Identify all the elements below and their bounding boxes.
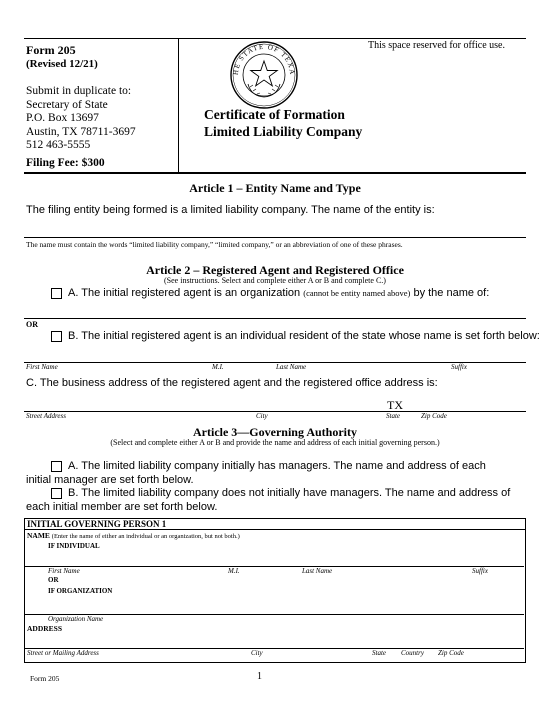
registered-address-line[interactable] [24, 411, 526, 412]
header-divider [178, 38, 179, 172]
filing-fee: Filing Fee: $300 [26, 157, 105, 169]
gp-label-org-name: Organization Name [48, 615, 104, 623]
form-title-line2: Limited Liability Company [204, 124, 363, 139]
gp-label-last-name: Last Name [302, 567, 333, 575]
label-last-name: Last Name [276, 363, 307, 371]
article3-heading: Article 3—Governing Authority [193, 425, 357, 439]
gp-label-zip: Zip Code [438, 649, 464, 657]
submit-line: Austin, TX 78711-3697 [26, 125, 136, 138]
gp-label-street: Street or Mailing Address [27, 649, 99, 657]
article3-instructions: (Select and complete either A or B and provide the name and address of each initial governing person.) [110, 438, 440, 447]
form-title [204, 106, 362, 140]
option-b-text: B. The initial registered agent is an individual resident of the state whose name is set forth below: [68, 330, 540, 342]
gp-label-city: City [251, 649, 263, 657]
header-bottom-border [24, 172, 526, 174]
gp-if-individual: IF INDIVIDUAL [48, 542, 100, 550]
footer-page-number: 1 [257, 671, 262, 682]
gp-name-row [27, 531, 240, 540]
entity-name-line[interactable] [24, 237, 526, 238]
form-title-line1: Certificate of Formation [204, 107, 345, 122]
gp-label-country: Country [401, 649, 424, 657]
gp-if-organization: IF ORGANIZATION [48, 587, 113, 595]
gp-label-first-name: First Name [48, 567, 80, 575]
label-street-address: Street Address [26, 412, 66, 420]
form-revision: (Revised 12/21) [26, 58, 98, 70]
submit-line: Secretary of State [26, 98, 108, 111]
state-seal-icon [229, 40, 299, 110]
gp-label-suffix: Suffix [472, 567, 488, 575]
submit-line: 512 463-5555 [26, 139, 91, 151]
gp-or-label: OR [48, 576, 59, 584]
article1-note: The name must contain the words “limited liability company,” “limited company,” or an abbreviation of one of these phrases. [26, 240, 403, 249]
gp-name-note: (Enter the name of either an individual or an organization, but not both.) [51, 533, 240, 540]
option-c-text: C. The business address of the registered agent and the registered office address is: [26, 377, 438, 389]
office-use-note: This space reserved for office use. [368, 40, 505, 51]
agent-individual-checkbox[interactable] [51, 331, 62, 342]
submit-line: P.O. Box 13697 [26, 112, 99, 124]
or-label: OR [26, 320, 38, 329]
svg-text:THE STATE OF TEXAS [229, 40, 296, 76]
header-top-border [24, 38, 526, 39]
state-value: TX [387, 398, 403, 412]
article3-option-b: B. The limited liability company does not initially have managers. The name and address of each initial member are set forth below. [26, 487, 511, 513]
label-first-name: First Name [26, 363, 58, 371]
label-zip-code: Zip Code [421, 412, 447, 420]
article2-instructions: (See instructions. Select and complete either A or B and complete C.) [164, 276, 386, 285]
label-suffix: Suffix [451, 363, 467, 371]
article2-heading: Article 2 – Registered Agent and Registered Office [146, 263, 404, 277]
option-a-text [68, 287, 489, 299]
governing-person-header: INITIAL GOVERNING PERSON 1 [27, 519, 167, 529]
gp-name-label: NAME [27, 531, 50, 540]
option-a-paren: (cannot be entity named above) [303, 288, 411, 298]
label-city: City [256, 412, 268, 420]
footer-form-number: Form 205 [30, 674, 60, 683]
option-a-main: A. The initial registered agent is an organization [68, 287, 301, 299]
submit-line: Submit in duplicate to: [26, 85, 132, 97]
gp-address-label: ADDRESS [27, 624, 63, 633]
gp-label-mi: M.I. [228, 567, 240, 575]
seal-text: HE STATE OF TEXA [231, 42, 297, 76]
submit-address [26, 85, 136, 153]
gp-label-state: State [372, 649, 386, 657]
agent-organization-checkbox[interactable] [51, 288, 62, 299]
article1-text: The filing entity being formed is a limited liability company. The name of the entity is: [26, 204, 435, 216]
article3-option-a: A. The limited liability company initially has managers. The name and address of each initial manager are set forth below. [26, 460, 486, 486]
article1-heading: Article 1 – Entity Name and Type [189, 181, 361, 195]
label-state: State [386, 412, 400, 420]
label-mi: M.I. [212, 363, 224, 371]
option-a-tail: by the name of: [413, 287, 490, 299]
agent-org-name-line[interactable] [24, 318, 526, 319]
form-number: Form 205 [26, 43, 76, 57]
gp-individual-name-line[interactable] [24, 566, 524, 567]
